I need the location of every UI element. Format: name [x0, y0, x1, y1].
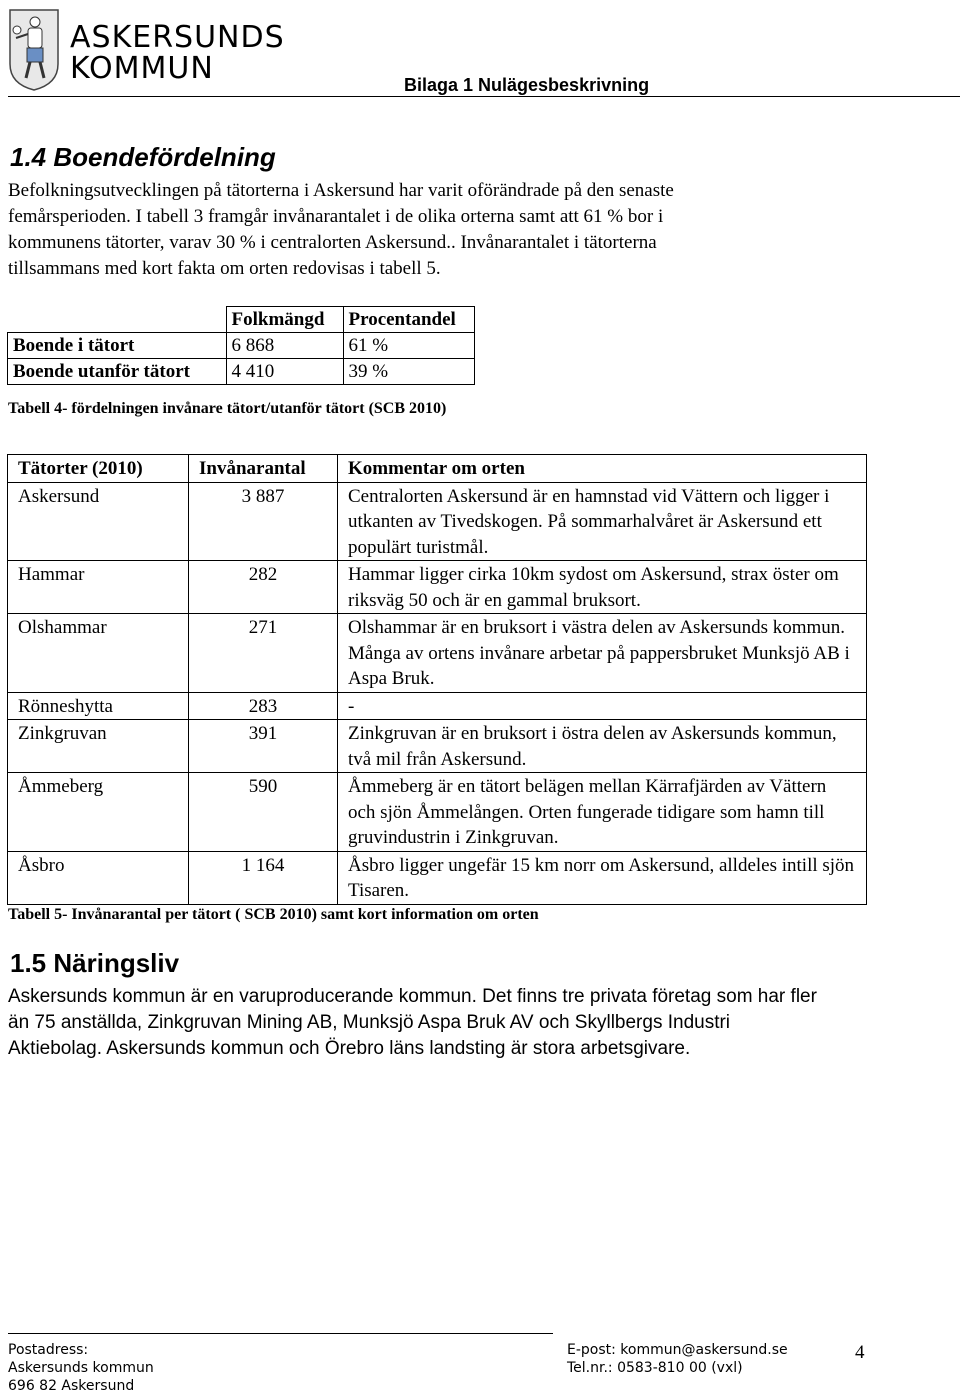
table-cell: Hammar: [8, 561, 189, 614]
table-cell: Boende i tätort: [8, 333, 227, 359]
paragraph-line: femårsperioden. I tabell 3 framgår invånarantalet i de olika orterna samt att 61 % bor i: [8, 206, 664, 227]
table-row: [8, 851, 867, 904]
table-cell: 590: [189, 773, 338, 852]
table-cell: Olshammar är en bruksort i västra delen av Askersunds kommun. Många av ortens invånare arbetar på pappersbruket Munksjö AB i Aspa Bruk.: [338, 614, 867, 693]
table-cell: 61 %: [343, 333, 474, 359]
section-paragraph: [8, 984, 817, 1062]
table-cell: 3 887: [189, 482, 338, 561]
table-cell: Olshammar: [8, 614, 189, 693]
table-cell: Zinkgruvan: [8, 720, 189, 773]
table-cell: Askersund: [8, 482, 189, 561]
paragraph-line: än 75 anställda, Zinkgruvan Mining AB, Munksjö Aspa Bruk AV och Skyllbergs Industri: [8, 1012, 731, 1033]
table-cell: 391: [189, 720, 338, 773]
table-header-row: [8, 307, 475, 333]
footer-address-line: Askersunds kommun: [8, 1360, 154, 1376]
table-cell: 282: [189, 561, 338, 614]
table-row: [8, 720, 867, 773]
table-header-cell: Kommentar om orten: [338, 455, 867, 483]
org-name-line2: KOMMUN: [70, 51, 214, 86]
population-distribution-table: [7, 306, 475, 385]
table-cell: 1 164: [189, 851, 338, 904]
table-row: [8, 482, 867, 561]
footer-address-line: 696 82 Askersund: [8, 1378, 135, 1394]
table-header-cell: Tätorter (2010): [8, 455, 189, 483]
table-header-cell: Procentandel: [343, 307, 474, 333]
table-caption: Tabell 5- Invånarantal per tätort ( SCB 2010) samt kort information om orten: [8, 906, 539, 923]
org-name: [70, 22, 285, 84]
table-header-row: [8, 455, 867, 483]
table-header-cell: Invånarantal: [189, 455, 338, 483]
paragraph-line: kommunens tätorter, varav 30 % i centralorten Askersund.. Invånarantalet i tätorterna: [8, 232, 657, 253]
table-cell: Hammar ligger cirka 10km sydost om Askersund, strax öster om riksväg 50 och är en gammal bruksort.: [338, 561, 867, 614]
org-name-line1: ASKERSUNDS: [70, 20, 285, 55]
footer-address: [8, 1341, 154, 1395]
document-label: Bilaga 1 Nulägesbeskrivning: [404, 75, 650, 95]
table-cell: 6 868: [226, 333, 343, 359]
table-cell: Centralorten Askersund är en hamnstad vid Vättern och ligger i utkanten av Tivedskogen. På sommarhalvåret är Askersund ett populärt turistmål.: [338, 482, 867, 561]
table-row: [8, 359, 475, 385]
table-header-cell: Folkmängd: [226, 307, 343, 333]
section-heading-naringsliv: 1.5 Näringsliv: [10, 948, 180, 978]
table-cell: Rönneshytta: [8, 692, 189, 720]
table-row: [8, 614, 867, 693]
page-number: 4: [855, 1342, 865, 1363]
table-row: [8, 773, 867, 852]
table-cell: Zinkgruvan är en bruksort i östra delen av Askersunds kommun, två mil från Askersund.: [338, 720, 867, 773]
table-cell: Åmmeberg är en tätort belägen mellan Kärrafjärden av Vättern och sjön Åmmelången. Orten fungerade tidigare som hamn till gruvindustrin i Zinkgruvan.: [338, 773, 867, 852]
localities-table: [7, 454, 867, 905]
table-cell: Boende utanför tätort: [8, 359, 227, 385]
header-divider: [8, 96, 960, 97]
footer-contact: [567, 1341, 788, 1377]
table-row: [8, 333, 475, 359]
paragraph-line: tillsammans med kort fakta om orten redovisas i tabell 5.: [8, 258, 441, 279]
table-cell: Åsbro: [8, 851, 189, 904]
table-row: [8, 692, 867, 720]
table-cell: 39 %: [343, 359, 474, 385]
table-cell: Åmmeberg: [8, 773, 189, 852]
footer-address-label: Postadress:: [8, 1342, 89, 1358]
section-paragraph: [8, 178, 674, 282]
footer-divider: [8, 1333, 553, 1334]
table-cell: 4 410: [226, 359, 343, 385]
table-cell: Åsbro ligger ungefär 15 km norr om Askersund, alldeles intill sjön Tisaren.: [338, 851, 867, 904]
table-caption: Tabell 4- fördelningen invånare tätort/utanför tätort (SCB 2010): [8, 400, 447, 417]
paragraph-line: Aktiebolag. Askersunds kommun och Örebro läns landsting är stora arbetsgivare.: [8, 1038, 691, 1059]
footer-phone: Tel.nr.: 0583-810 00 (vxl): [567, 1360, 743, 1376]
table-row: [8, 561, 867, 614]
municipality-logo-shield: [8, 8, 60, 92]
table-cell: -: [338, 692, 867, 720]
table-cell: 283: [189, 692, 338, 720]
table-header-cell: [8, 307, 227, 333]
footer-email[interactable]: E-post: kommun@askersund.se: [567, 1342, 788, 1358]
table-cell: 271: [189, 614, 338, 693]
paragraph-line: Befolkningsutvecklingen på tätorterna i Askersund har varit oförändrade på den senaste: [8, 180, 674, 201]
paragraph-line: Askersunds kommun är en varuproducerande kommun. Det finns tre privata företag som har fler: [8, 986, 817, 1007]
section-heading-boendefordelning: 1.4 Boendefördelning: [10, 142, 276, 172]
